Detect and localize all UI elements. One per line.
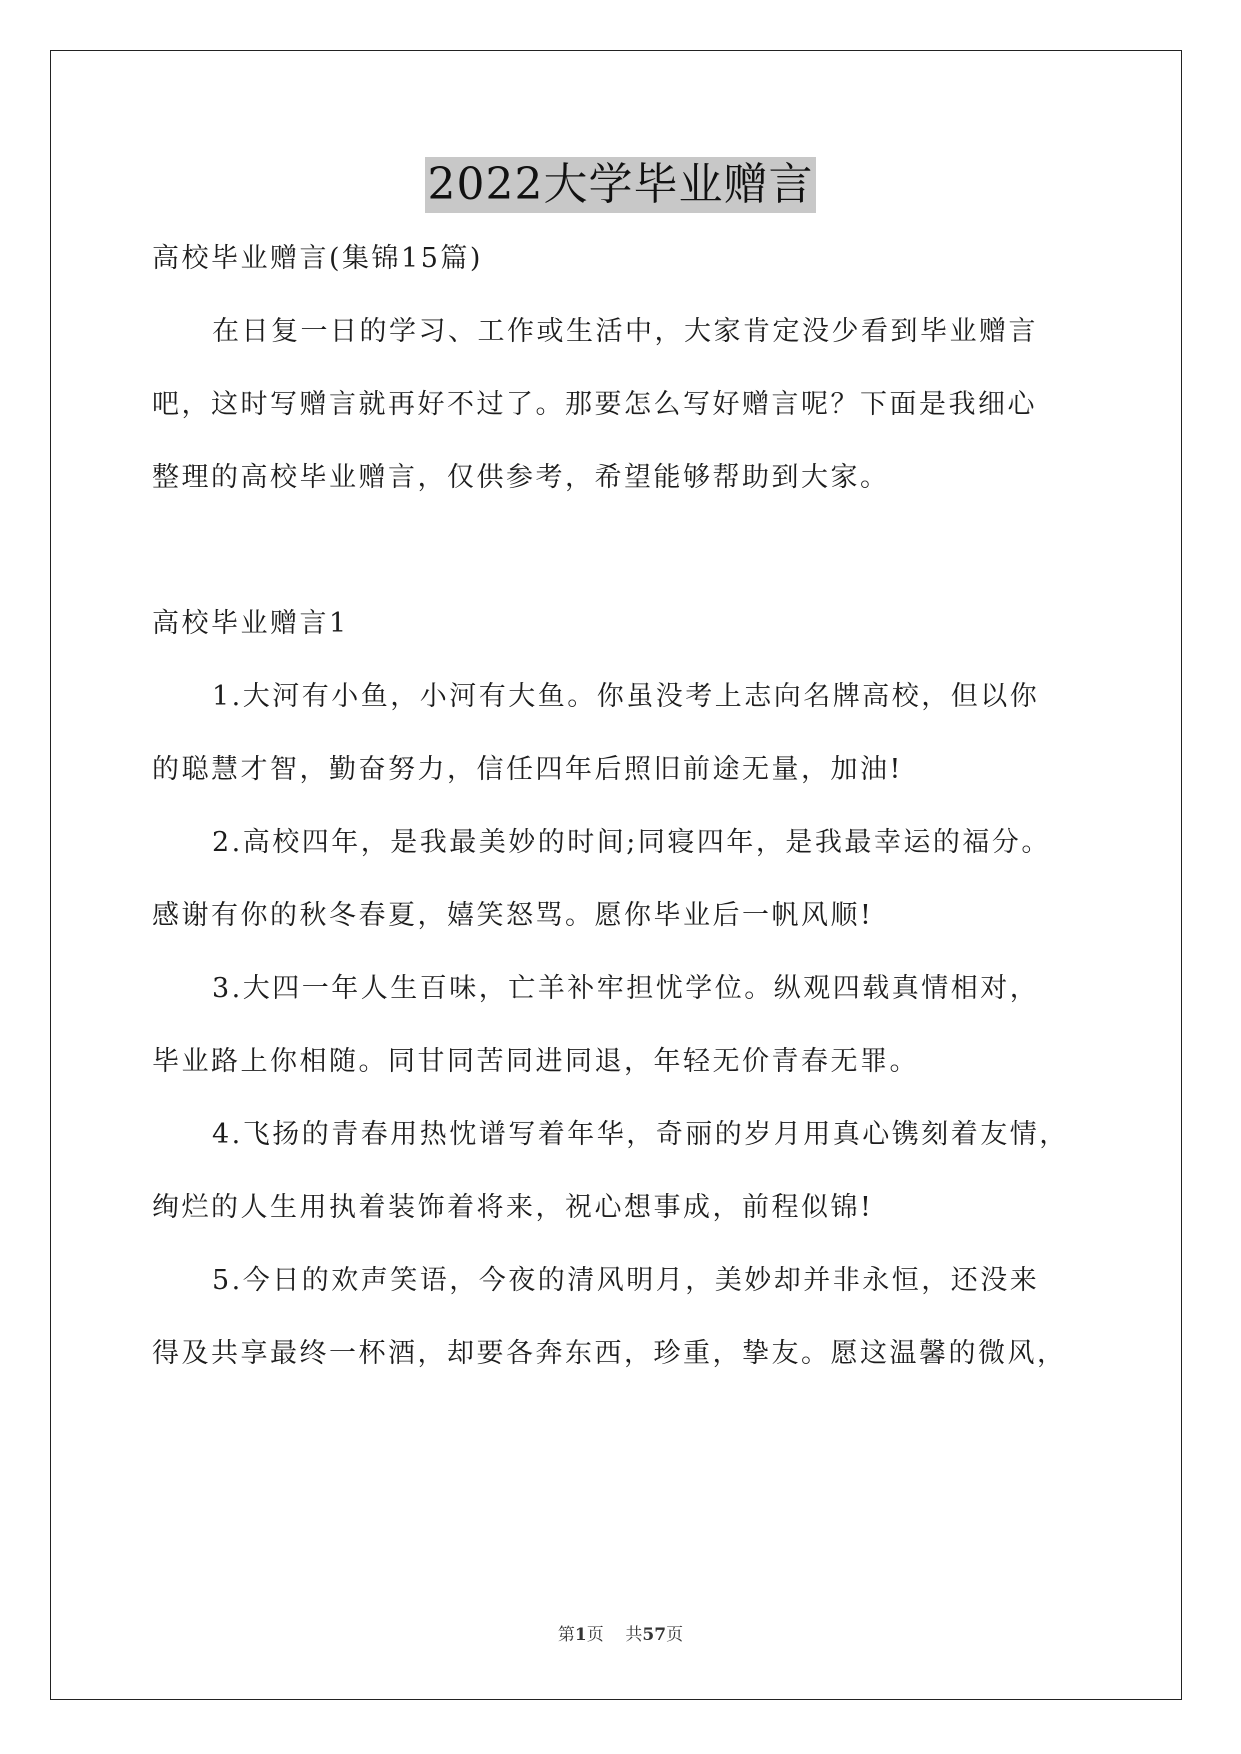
- item-line: 得及共享最终一杯酒，却要各奔东西，珍重，挚友。愿这温馨的微风，: [152, 1338, 1067, 1369]
- intro-line: 整理的高校毕业赠言，仅供参考，希望能够帮助到大家。: [152, 462, 890, 493]
- item-line: 3.大四一年人生百味，亡羊补牢担忧学位。纵观四载真情相对，: [212, 973, 1040, 1004]
- intro-line: 吧，这时写赠言就再好不过了。那要怎么写好赠言呢？下面是我细心: [152, 389, 1037, 420]
- item-line: 1.大河有小鱼，小河有大鱼。你虽没考上志向名牌高校，但以你: [212, 681, 1040, 712]
- intro-line: 在日复一日的学习、工作或生活中，大家肯定没少看到毕业赠言: [212, 316, 1038, 347]
- document-subtitle: 高校毕业赠言(集锦15篇): [152, 243, 483, 274]
- item-line: 的聪慧才智，勤奋努力，信任四年后照旧前途无量，加油!: [152, 754, 903, 785]
- item-line: 4.飞扬的青春用热忱谱写着年华，奇丽的岁月用真心镌刻着友情，: [212, 1119, 1069, 1150]
- page-border: [50, 50, 1182, 1700]
- document-title: 2022大学毕业赠言: [425, 157, 817, 213]
- total-pages: 57: [642, 1625, 667, 1645]
- item-line: 毕业路上你相随。同甘同苦同进同退，年轻无价青春无罪。: [152, 1046, 919, 1077]
- title-wrap: [0, 157, 1241, 213]
- page-number: 1: [574, 1625, 587, 1645]
- total-prefix: 共: [625, 1625, 643, 1645]
- item-line: 5.今日的欢声笑语，今夜的清风明月，美妙却并非永恒，还没来: [212, 1265, 1040, 1296]
- page-prefix: 第: [557, 1625, 575, 1645]
- page-suffix: 页: [586, 1625, 604, 1645]
- section-heading: 高校毕业赠言1: [152, 608, 349, 639]
- page-footer: [0, 1620, 1241, 1645]
- item-line: 感谢有你的秋冬春夏，嬉笑怒骂。愿你毕业后一帆风顺!: [152, 900, 874, 931]
- item-line: 2.高校四年，是我最美妙的时间;同寝四年，是我最幸运的福分。: [212, 827, 1051, 858]
- total-suffix: 页: [666, 1625, 684, 1645]
- item-line: 绚烂的人生用执着装饰着将来，祝心想事成，前程似锦!: [152, 1192, 874, 1223]
